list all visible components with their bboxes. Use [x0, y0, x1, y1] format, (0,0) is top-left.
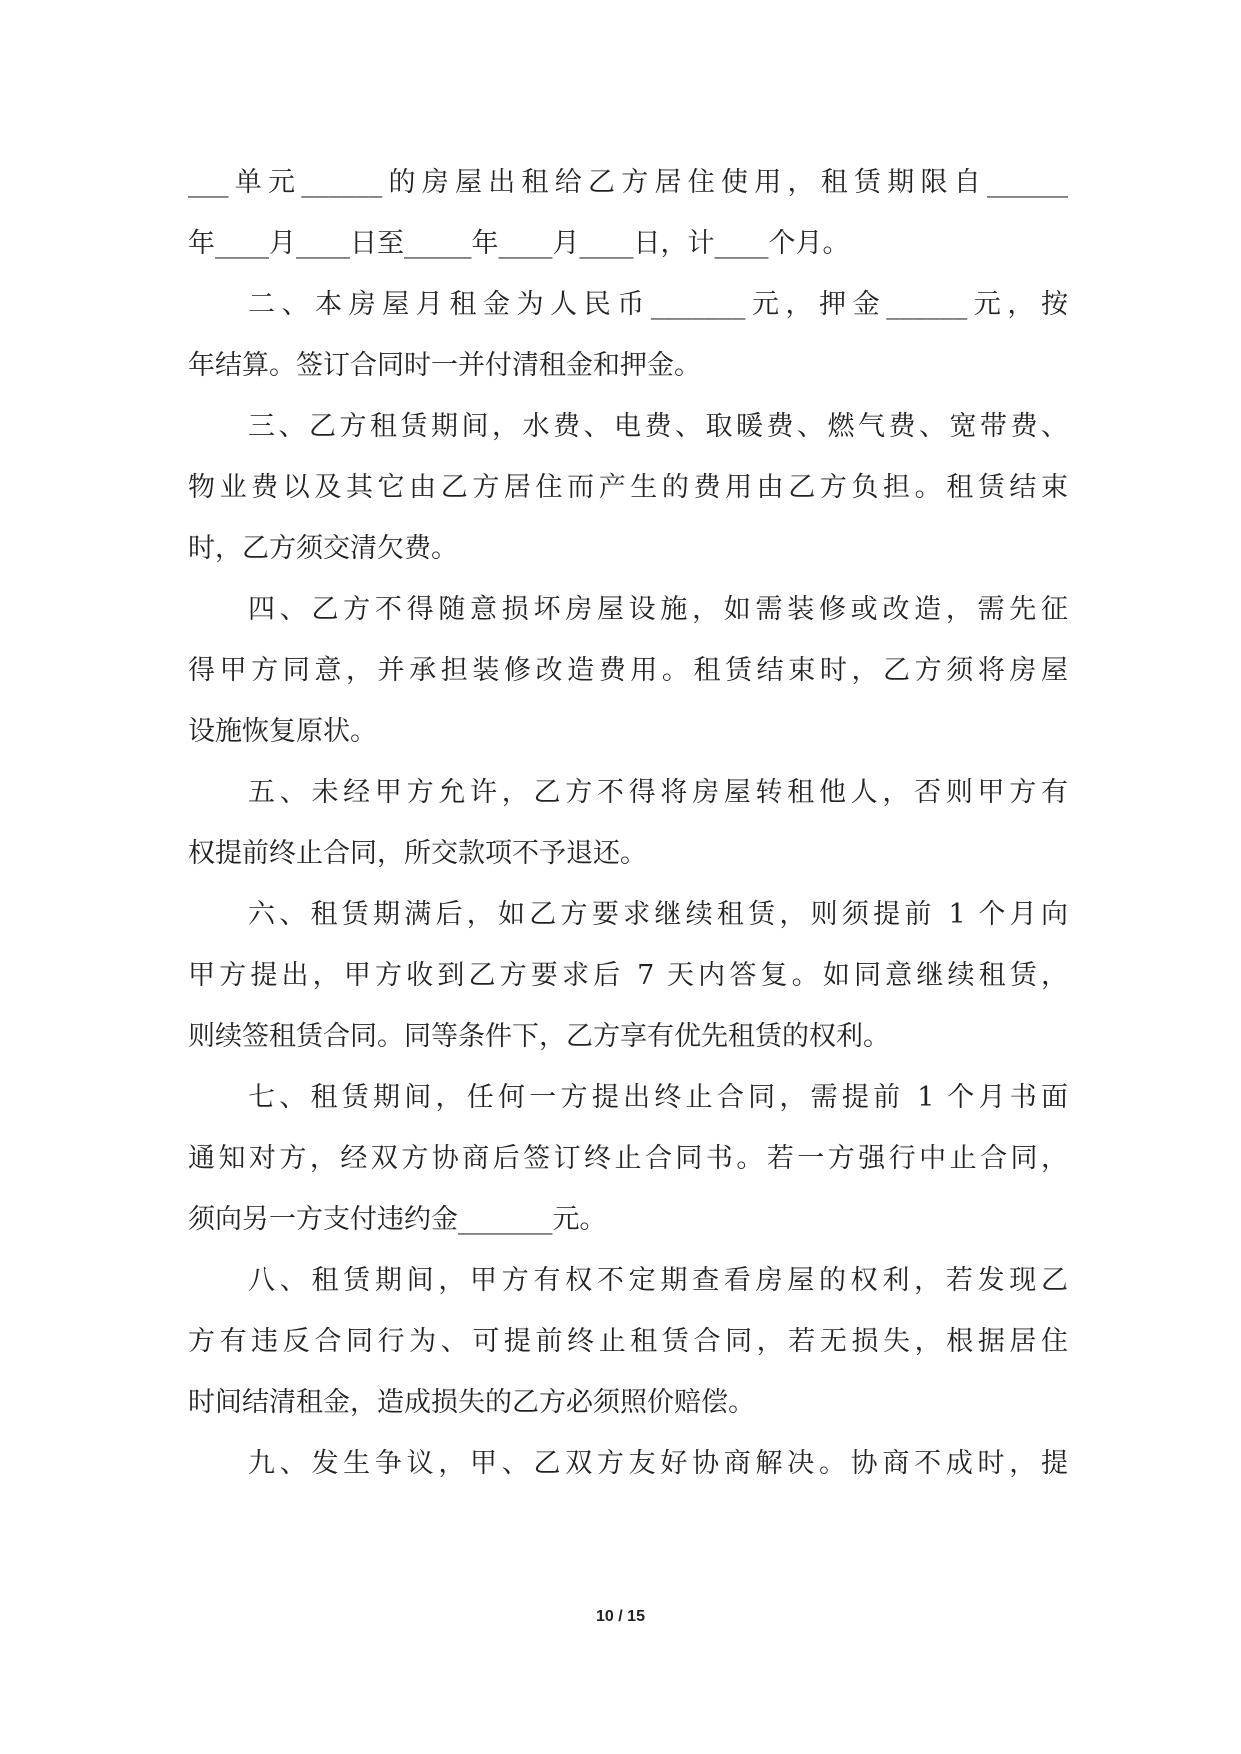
clause-3-line: 三、乙方租赁期间，水费、电费、取暖费、燃气费、宽带费、	[248, 411, 1068, 442]
text-line: 时，乙方须交清欠费。	[188, 533, 458, 564]
text-line: ___单元______的房屋出租给乙方居住使用，租赁期限自______	[188, 167, 1068, 198]
text-line: 得甲方同意，并承担装修改造费用。租赁结束时，乙方须将房屋	[188, 655, 1068, 686]
clause-6-line: 六、租赁期满后，如乙方要求继续租赁，则须提前 1 个月向	[248, 899, 1068, 930]
text-line: 甲方提出，甲方收到乙方要求后 7 天内答复。如同意继续租赁，	[188, 960, 1068, 991]
page-number: 10 / 15	[596, 1608, 645, 1625]
clause-2-line: 二、本房屋月租金为人民币_______元，押金______元，按	[248, 289, 1068, 320]
contract-body	[188, 152, 1068, 1494]
text-line: 物业费以及其它由乙方居住而产生的费用由乙方负担。租赁结束	[188, 472, 1068, 503]
text-line: 权提前终止合同，所交款项不予退还。	[188, 838, 647, 869]
text-line: 年结算。签订合同时一并付清租金和押金。	[188, 350, 701, 381]
clause-5-line: 五、未经甲方允许，乙方不得将房屋转租他人，否则甲方有	[248, 777, 1068, 808]
clause-4-line: 四、乙方不得随意损坏房屋设施，如需装修或改造，需先征	[248, 594, 1068, 625]
text-line: 须向另一方支付违约金_______元。	[188, 1204, 607, 1235]
text-line: 设施恢复原状。	[188, 716, 377, 747]
clause-7-line: 七、租赁期间，任何一方提出终止合同，需提前 1 个月书面	[248, 1082, 1068, 1113]
text-line: 时间结清租金，造成损失的乙方必须照价赔偿。	[188, 1387, 755, 1418]
text-line: 年____月____日至_____年____月____日，计____个月。	[188, 228, 850, 259]
text-line: 方有违反合同行为、可提前终止租赁合同，若无损失，根据居住	[188, 1326, 1068, 1357]
clause-8-line: 八、租赁期间，甲方有权不定期查看房屋的权利，若发现乙	[248, 1265, 1068, 1296]
text-line: 则续签租赁合同。同等条件下，乙方享有优先租赁的权利。	[188, 1021, 890, 1052]
clause-9-line: 九、发生争议，甲、乙双方友好协商解决。协商不成时，提	[248, 1448, 1068, 1479]
text-line: 通知对方，经双方协商后签订终止合同书。若一方强行中止合同，	[188, 1143, 1068, 1174]
